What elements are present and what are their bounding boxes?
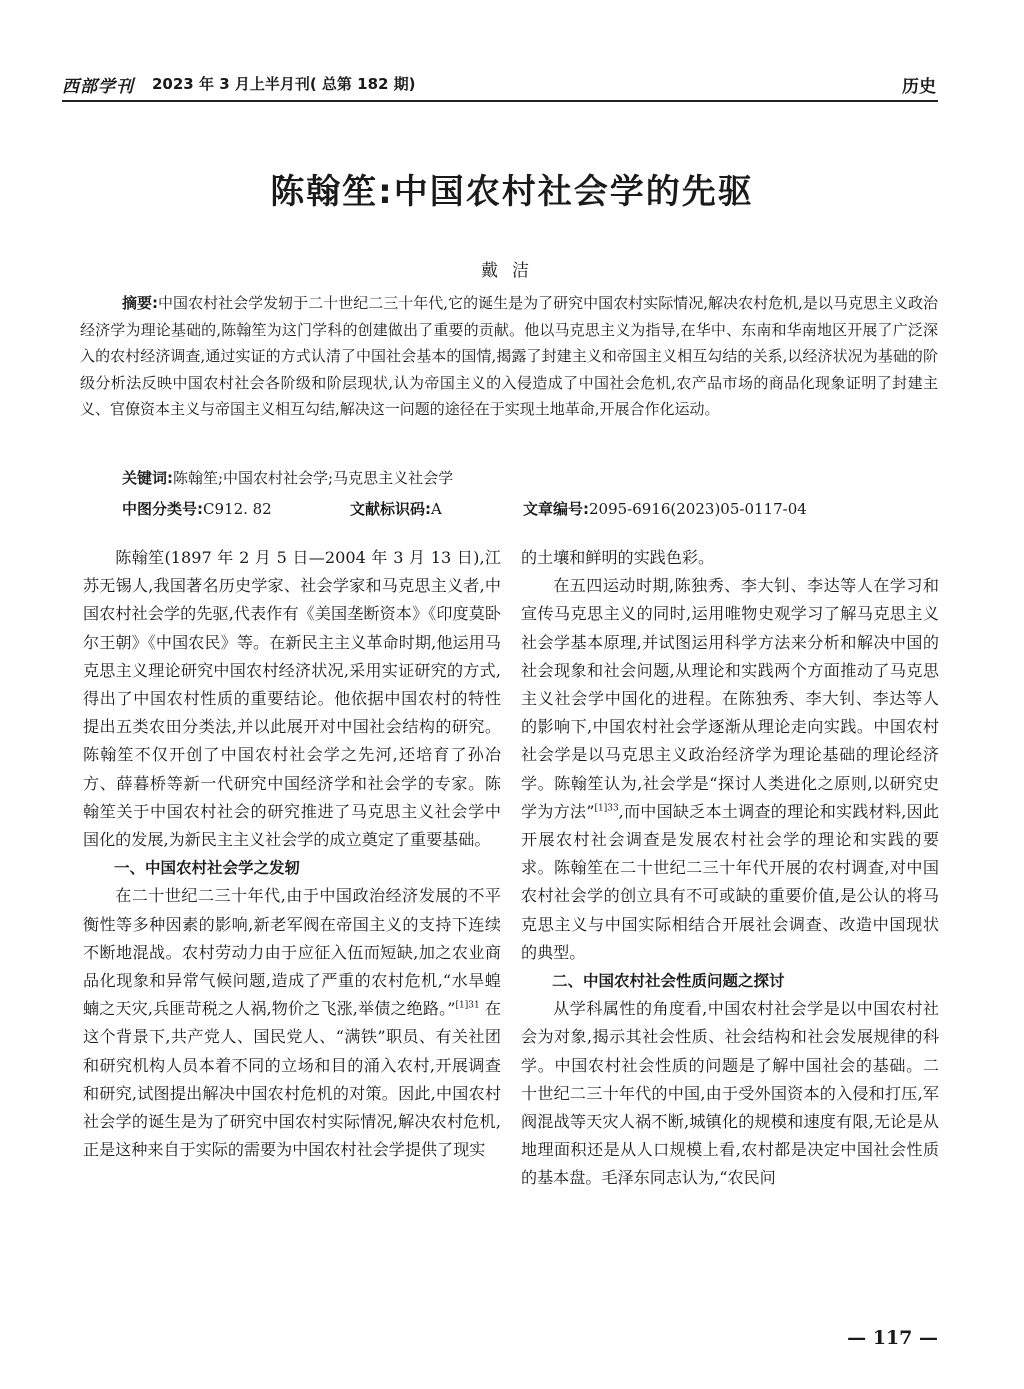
- abstract-text: 中国农村社会学发轫于二十世纪二三十年代,它的诞生是为了研究中国农村实际情况,解决农村危机,是以马克思主义政治经济学为理论基础的,陈翰笙为这门学科的创建做出了重要的贡献。他以马克思主义为指导,在华中、东南和华南地区开展了广泛深入的农村经济调查,通过实证的方式认清了中国社会基本的国情,揭露了封建主义和帝国主义相互勾结的关系,以经济状况为基础的阶级分析法反映中国农村社会各阶级和阶层现状,认为帝国主义的入侵造成了中国社会危机,农产品市场的商品化现象证明了封建主义、官僚资本主义与帝国主义相互勾结,解决这一问题的途径在于实现土地革命,开展合作化运动。: [80, 294, 939, 419]
- running-header: [62, 70, 938, 102]
- abstract: [80, 290, 938, 423]
- issue-info: 2023 年 3 月上半月刊( 总第 182 期): [152, 75, 416, 93]
- citation-2: [1]33: [594, 803, 619, 814]
- paragraph-origin-part2: 在这个背景下,共产党人、国民党人、“满铁”职员、有关社团和研究机构人员本着不同的立场和目的涌入农村,开展调查和研究,试图提出解决中国农村危机的对策。因此,中国农村社会学的诞生是为了研究中国农村实际情况,解决农村危机,正是这种来自于实际的需要为中国农村社会学提供了现实: [83, 999, 501, 1160]
- section-label: 历史: [902, 77, 936, 97]
- clc-value: C912. 82: [203, 500, 272, 518]
- keywords-label: 关键词:: [122, 469, 173, 487]
- paragraph-continued: 的土壤和鲜明的实践色彩。: [521, 548, 715, 567]
- article-value: 2095-6916(2023)05-0117-04: [589, 500, 807, 518]
- paragraph-may-fourth-part1: 在五四运动时期,陈独秀、李大钊、李达等人在学习和宣传马克思主义的同时,运用唯物史观学习了解马克思主义社会学基本原理,并试图运用科学方法来分析和解决中国的社会现象和社会问题,从理论和实践两个方面推动了马克思主义社会学中国化的进程。在陈独秀、李大钊、李达等人的影响下,中国农村社会学逐渐从理论走向实践。中国农村社会学是以马克思主义政治经济学为理论基础的理论经济学。陈翰笙认为,社会学是“探讨人类进化之原则,以研究史学为方法”: [521, 576, 939, 821]
- article-title: 陈翰笙:中国农村社会学的先驱: [270, 172, 754, 212]
- keywords: [122, 466, 938, 490]
- paragraph-may-fourth: [521, 572, 939, 967]
- paragraph-origin: [83, 882, 501, 1164]
- author-name: 戴洁: [481, 261, 543, 281]
- page-number: — 117 —: [847, 1327, 938, 1349]
- journal-logo: 西部学刊: [62, 77, 134, 97]
- paragraph-nature: 从学科属性的角度看,中国农村社会学是以中国农村社会为对象,揭示其社会性质、社会结构和社会发展规律的科学。中国农村社会性质的问题是了解中国社会的基础。二十世纪二三十年代的中国,由于受外国资本的入侵和打压,军阀混战等天灾人祸不断,城镇化的规模和速度有限,无论是从地理面积还是从人口规模上看,农村都是决定中国社会性质的基本盘。毛泽东同志认为,“农民问: [521, 999, 939, 1188]
- article-label: 文章编号:: [523, 500, 589, 518]
- doc-label: 文献标识码:: [350, 500, 431, 518]
- right-column: [521, 544, 939, 1193]
- article-number: [523, 497, 807, 521]
- left-column: [83, 544, 501, 1164]
- document-code: [350, 497, 442, 521]
- abstract-label: 摘要:: [122, 294, 159, 312]
- paragraph-origin-part1: 在二十世纪二三十年代,由于中国政治经济发展的不平衡性等多种因素的影响,新老军阀在帝国主义的支持下连续不断地混战。农村劳动力由于应征入伍而短缺,加之农业商品化现象和异常气候问题,造成了严重的农村危机,“水旱蝗蝻之天灾,兵匪苛税之人祸,物价之飞涨,举债之绝路。”: [83, 886, 501, 1019]
- paragraph-intro: 陈翰笙(1897 年 2 月 5 日—2004 年 3 月 13 日),江苏无锡人,我国著名历史学家、社会学家和马克思主义者,中国农村社会学的先驱,代表作有《美国垄断资本》《印度莫卧尔王朝》《中国农民》等。在新民主主义革命时期,他运用马克思主义理论研究中国农村经济状况,采用实证研究的方式,得出了中国农村性质的重要结论。他依据中国农村的特性提出五类农田分类法,并以此展开对中国社会结构的研究。陈翰笙不仅开创了中国农村社会学之先河,还培育了孙冶方、薛暮桥等新一代研究中国经济学和社会学的专家。陈翰笙关于中国农村社会的研究推进了马克思主义社会学中国化的发展,为新民主主义社会学的成立奠定了重要基础。: [83, 548, 501, 850]
- clc-number: [122, 497, 272, 521]
- citation-1: [1]31: [455, 1000, 480, 1011]
- clc-label: 中图分类号:: [122, 500, 203, 518]
- doc-value: A: [431, 500, 442, 518]
- section-heading-2: 二、中国农村社会性质问题之探讨: [552, 972, 785, 991]
- keywords-text: 陈翰笙;中国农村社会学;马克思主义社会学: [173, 469, 454, 487]
- section-heading-1: 一、中国农村社会学之发轫: [114, 859, 301, 878]
- paragraph-may-fourth-part2: ,而中国缺乏本土调查的理论和实践材料,因此开展农村社会调查是发展农村社会学的理论和实践的要求。陈翰笙在二十世纪二三十年代开展的农村调查,对中国农村社会学的创立具有不可或缺的重要价值,是公认的将马克思主义与中国实际相结合开展社会调查、改造中国现状的典型。: [521, 801, 939, 962]
